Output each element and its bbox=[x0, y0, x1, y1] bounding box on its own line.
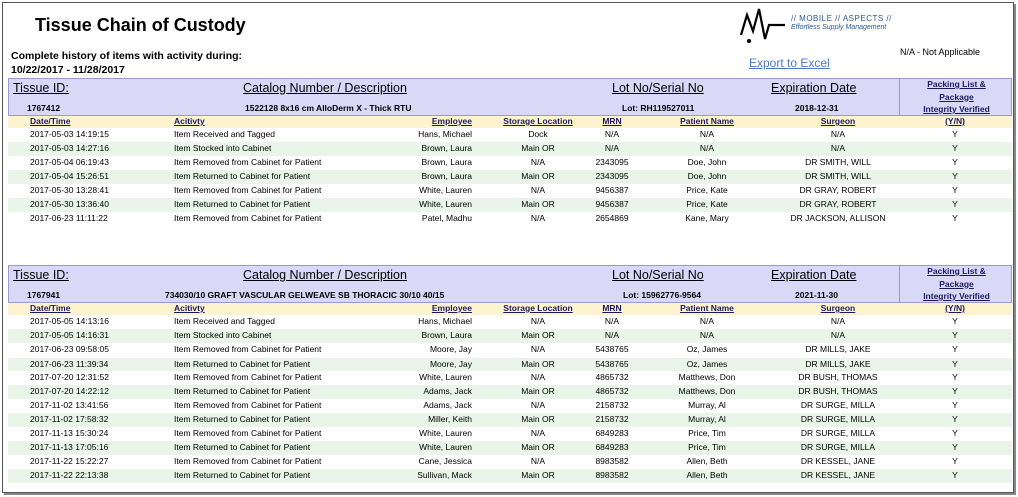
col-date: Date/Time bbox=[30, 116, 71, 126]
table-row bbox=[8, 469, 1012, 483]
col-yn: (Y/N) bbox=[945, 116, 965, 126]
cell-patient: Price, Kate bbox=[686, 199, 728, 209]
cell-employee: White, Lauren bbox=[419, 185, 472, 195]
table-row bbox=[8, 142, 1012, 156]
cell-employee: Brown, Laura bbox=[421, 143, 472, 153]
table-row bbox=[8, 198, 1012, 212]
packing-verified-header bbox=[899, 265, 1013, 303]
tissue-id-value: 1767941 bbox=[27, 290, 61, 300]
cell-mrn: 2343095 bbox=[595, 171, 629, 181]
col-employee: Employee bbox=[431, 303, 472, 313]
cell-mrn: 2654869 bbox=[595, 213, 629, 223]
cell-activity: Item Returned to Cabinet for Patient bbox=[174, 414, 311, 424]
cell-surgeon: DR SURGE, MILLA bbox=[800, 428, 876, 438]
packing-verified-header bbox=[899, 78, 1013, 116]
cell-yn: Y bbox=[952, 213, 958, 223]
cell-storage: Main OR bbox=[521, 414, 555, 424]
cell-surgeon: DR KESSEL, JANE bbox=[800, 470, 876, 480]
cell-yn: Y bbox=[952, 386, 958, 396]
cell-yn: Y bbox=[952, 185, 958, 195]
cell-storage: N/A bbox=[530, 400, 546, 410]
cell-activity: Item Removed from Cabinet for Patient bbox=[174, 344, 322, 354]
date-range: 10/22/2017 - 11/28/2017 bbox=[11, 64, 125, 76]
cell-date: 2017-05-03 14:19:15 bbox=[30, 129, 109, 139]
cell-mrn: 2158732 bbox=[595, 414, 629, 424]
cell-date: 2017-05-05 14:13:16 bbox=[30, 316, 109, 326]
catalog-label: Catalog Number / Description bbox=[243, 81, 407, 95]
cell-yn: Y bbox=[952, 157, 958, 167]
cell-yn: Y bbox=[952, 359, 958, 369]
cell-activity: Item Removed from Cabinet for Patient bbox=[174, 213, 322, 223]
cell-activity: Item Removed from Cabinet for Patient bbox=[174, 400, 322, 410]
cell-mrn: N/A bbox=[604, 330, 620, 340]
cell-patient: Oz, James bbox=[686, 359, 728, 369]
table-row bbox=[8, 156, 1012, 170]
table-row bbox=[8, 358, 1012, 371]
table-row bbox=[8, 329, 1012, 343]
packing-label-2: Package bbox=[939, 278, 974, 289]
cell-mrn: 9456387 bbox=[595, 199, 629, 209]
cell-storage: Main OR bbox=[521, 470, 555, 480]
cell-yn: Y bbox=[952, 442, 958, 452]
cell-yn: Y bbox=[952, 143, 958, 153]
cell-storage: N/A bbox=[530, 157, 546, 167]
cell-storage: Main OR bbox=[521, 143, 555, 153]
cell-employee: Moore, Jay bbox=[429, 344, 472, 354]
cell-mrn: 4865732 bbox=[595, 386, 629, 396]
tissue-id-value: 1767412 bbox=[27, 103, 61, 113]
cell-patient: Allen, Beth bbox=[686, 470, 728, 480]
cell-date: 2017-11-02 13:41:56 bbox=[30, 400, 109, 410]
expiration-label: Expiration Date bbox=[771, 268, 857, 282]
cell-activity: Item Returned to Cabinet for Patient bbox=[174, 470, 311, 480]
cell-mrn: 9456387 bbox=[595, 185, 629, 195]
cell-surgeon: N/A bbox=[830, 129, 846, 139]
expiration-label: Expiration Date bbox=[771, 81, 857, 95]
cell-storage: Main OR bbox=[521, 359, 555, 369]
tissue-id-label: Tissue ID: bbox=[13, 268, 69, 282]
cell-employee: Brown, Laura bbox=[421, 157, 472, 167]
cell-storage: N/A bbox=[530, 316, 546, 326]
cell-patient: Murray, Al bbox=[688, 400, 726, 410]
cell-date: 2017-11-22 22:13:38 bbox=[30, 470, 109, 480]
cell-yn: Y bbox=[952, 372, 958, 382]
cell-employee: Hans, Michael bbox=[418, 129, 472, 139]
packing-label-1: Packing List & bbox=[927, 266, 986, 276]
lot-value: Lot: 15962776-9564 bbox=[623, 290, 701, 300]
packing-label-1: Packing List & bbox=[927, 79, 986, 89]
cell-employee: Sullivan, Mack bbox=[417, 470, 472, 480]
cell-patient: N/A bbox=[699, 129, 715, 139]
cell-activity: Item Removed from Cabinet for Patient bbox=[174, 185, 322, 195]
cell-date: 2017-05-03 14:27:16 bbox=[30, 143, 109, 153]
tissue-id-label: Tissue ID: bbox=[13, 81, 69, 95]
cell-mrn: 8983582 bbox=[595, 470, 629, 480]
report-subtitle bbox=[11, 49, 242, 77]
table-row bbox=[8, 184, 1012, 198]
cell-yn: Y bbox=[952, 428, 958, 438]
cell-employee: Patel, Madhu bbox=[421, 213, 472, 223]
cell-patient: Doe, John bbox=[687, 171, 727, 181]
catalog-value: 734030/10 GRAFT VASCULAR GELWEAVE SB THORACIC 30/10 40/15 bbox=[165, 290, 445, 300]
table-row bbox=[8, 212, 1012, 226]
cell-mrn: 5438765 bbox=[595, 344, 629, 354]
cell-date: 2017-11-13 17:05:16 bbox=[30, 442, 109, 452]
cell-yn: Y bbox=[952, 330, 958, 340]
cell-yn: Y bbox=[952, 129, 958, 139]
cell-yn: Y bbox=[952, 456, 958, 466]
cell-storage: Main OR bbox=[521, 330, 555, 340]
col-yn: (Y/N) bbox=[945, 303, 965, 313]
cell-patient: N/A bbox=[699, 330, 715, 340]
cell-activity: Item Returned to Cabinet for Patient bbox=[174, 359, 311, 369]
cell-date: 2017-05-30 13:36:40 bbox=[30, 199, 109, 209]
na-legend: N/A - Not Applicable bbox=[900, 47, 981, 57]
cell-patient: Kane, Mary bbox=[685, 213, 729, 223]
cell-employee: Cane, Jessica bbox=[418, 456, 472, 466]
cell-storage: Main OR bbox=[521, 442, 555, 452]
cell-date: 2017-07-20 12:31:52 bbox=[30, 372, 109, 382]
col-mrn: MRN bbox=[602, 303, 622, 313]
logo-tagline: Effortless Supply Management bbox=[791, 24, 887, 31]
column-header-row bbox=[8, 303, 1012, 315]
cell-surgeon: DR GRAY, ROBERT bbox=[799, 199, 877, 209]
cell-patient: Price, Kate bbox=[686, 185, 728, 195]
col-surgeon: Surgeon bbox=[820, 116, 856, 126]
cell-activity: Item Returned to Cabinet for Patient bbox=[174, 386, 311, 396]
table-row bbox=[8, 128, 1012, 142]
table-row bbox=[8, 315, 1012, 329]
cell-surgeon: N/A bbox=[830, 143, 846, 153]
cell-activity: Item Removed from Cabinet for Patient bbox=[174, 157, 322, 167]
cell-activity: Item Removed from Cabinet for Patient bbox=[174, 456, 322, 466]
cell-patient: N/A bbox=[699, 143, 715, 153]
cell-storage: N/A bbox=[530, 428, 546, 438]
table-row bbox=[8, 385, 1012, 399]
cell-surgeon: DR SURGE, MILLA bbox=[800, 442, 876, 452]
cell-activity: Item Removed from Cabinet for Patient bbox=[174, 428, 322, 438]
cell-storage: Main OR bbox=[521, 386, 555, 396]
table-row bbox=[8, 399, 1012, 413]
cell-storage: N/A bbox=[530, 456, 546, 466]
cell-mrn: N/A bbox=[604, 143, 620, 153]
cell-storage: Dock bbox=[528, 129, 548, 139]
col-storage: Storage Location bbox=[503, 116, 573, 126]
cell-employee: Moore, Jay bbox=[429, 359, 472, 369]
cell-storage: Main OR bbox=[521, 199, 555, 209]
cell-surgeon: DR MILLS, JAKE bbox=[805, 359, 871, 369]
cell-mrn: 2343095 bbox=[595, 157, 629, 167]
cell-employee: Hans, Michael bbox=[418, 316, 472, 326]
cell-mrn: 6849283 bbox=[595, 428, 629, 438]
cell-surgeon: DR BUSH, THOMAS bbox=[798, 386, 878, 396]
mobile-aspects-logo bbox=[739, 5, 909, 47]
col-patient: Patient Name bbox=[680, 303, 734, 313]
cell-yn: Y bbox=[952, 344, 958, 354]
cell-surgeon: DR SURGE, MILLA bbox=[800, 400, 876, 410]
cell-employee: Adams, Jack bbox=[423, 386, 472, 396]
cell-yn: Y bbox=[952, 199, 958, 209]
cell-patient: Matthews, Don bbox=[678, 372, 736, 382]
cell-date: 2017-06-23 11:11:22 bbox=[30, 213, 108, 223]
cell-date: 2017-11-22 15:22:27 bbox=[30, 456, 109, 466]
logo-icon bbox=[739, 5, 789, 47]
table-row bbox=[8, 413, 1012, 427]
cell-date: 2017-06-23 11:39:34 bbox=[30, 359, 109, 369]
cell-patient: Matthews, Don bbox=[678, 386, 736, 396]
lot-label: Lot No/Serial No bbox=[612, 81, 704, 95]
cell-activity: Item Stocked into Cabinet bbox=[174, 330, 272, 340]
table-row bbox=[8, 455, 1012, 469]
col-patient: Patient Name bbox=[680, 116, 734, 126]
col-date: Date/Time bbox=[30, 303, 71, 313]
tissue-section bbox=[8, 265, 1012, 483]
col-storage: Storage Location bbox=[503, 303, 573, 313]
cell-activity: Item Returned to Cabinet for Patient bbox=[174, 442, 311, 452]
cell-yn: Y bbox=[952, 470, 958, 480]
cell-date: 2017-06-23 09:58:05 bbox=[30, 344, 109, 354]
cell-employee: White, Lauren bbox=[419, 442, 472, 452]
report-title: Tissue Chain of Custody bbox=[35, 15, 246, 35]
subtitle-line: Complete history of items with activity during: bbox=[11, 50, 243, 62]
tissue-header bbox=[8, 265, 1012, 303]
cell-patient: Doe, John bbox=[687, 157, 727, 167]
table-row bbox=[8, 441, 1012, 455]
cell-activity: Item Received and Tagged bbox=[174, 316, 275, 326]
cell-mrn: 2158732 bbox=[595, 400, 629, 410]
cell-date: 2017-11-13 15:30:24 bbox=[30, 428, 109, 438]
cell-patient: Murray, Al bbox=[688, 414, 726, 424]
catalog-value: 1522128 8x16 cm AlloDerm X - Thick RTU bbox=[245, 103, 412, 113]
tissue-section bbox=[8, 78, 1012, 226]
cell-activity: Item Returned to Cabinet for Patient bbox=[174, 171, 311, 181]
cell-surgeon: N/A bbox=[830, 330, 846, 340]
cell-date: 2017-05-05 14:16:31 bbox=[30, 330, 109, 340]
report-frame bbox=[2, 2, 1014, 493]
cell-date: 2017-05-04 15:26:51 bbox=[30, 171, 109, 181]
cell-mrn: 5438765 bbox=[595, 359, 629, 369]
cell-activity: Item Returned to Cabinet for Patient bbox=[174, 199, 311, 209]
cell-employee: White, Lauren bbox=[419, 372, 472, 382]
col-surgeon: Surgeon bbox=[820, 303, 856, 313]
export-to-excel-link[interactable]: Export to Excel bbox=[749, 56, 830, 70]
expiration-value: 2021-11-30 bbox=[795, 290, 839, 300]
cell-date: 2017-05-30 13:28:41 bbox=[30, 185, 109, 195]
logo-text: // MOBILE // ASPECTS // bbox=[791, 14, 892, 23]
cell-yn: Y bbox=[952, 400, 958, 410]
cell-storage: N/A bbox=[530, 344, 546, 354]
column-header-row bbox=[8, 116, 1012, 128]
table-row bbox=[8, 427, 1012, 441]
cell-surgeon: DR SMITH, WILL bbox=[805, 171, 871, 181]
col-activity: Acitivty bbox=[174, 303, 205, 313]
cell-patient: Price, Tim bbox=[688, 442, 726, 452]
cell-date: 2017-07-20 14:22:12 bbox=[30, 386, 109, 396]
cell-employee: White, Lauren bbox=[419, 199, 472, 209]
table-row bbox=[8, 170, 1012, 184]
cell-activity: Item Stocked into Cabinet bbox=[174, 143, 272, 153]
cell-activity: Item Removed from Cabinet for Patient bbox=[174, 372, 322, 382]
cell-patient: N/A bbox=[699, 316, 715, 326]
cell-employee: White, Lauren bbox=[419, 428, 472, 438]
cell-surgeon: DR SMITH, WILL bbox=[805, 157, 871, 167]
cell-storage: N/A bbox=[530, 185, 546, 195]
col-employee: Employee bbox=[431, 116, 472, 126]
cell-patient: Allen, Beth bbox=[686, 456, 728, 466]
cell-mrn: 8983582 bbox=[595, 456, 629, 466]
cell-employee: Brown, Laura bbox=[421, 330, 472, 340]
cell-mrn: 6849283 bbox=[595, 442, 629, 452]
cell-storage: N/A bbox=[530, 372, 546, 382]
table-row bbox=[8, 371, 1012, 385]
cell-patient: Price, Tim bbox=[688, 428, 726, 438]
table-row bbox=[8, 343, 1012, 358]
cell-mrn: 4865732 bbox=[595, 372, 629, 382]
cell-surgeon: N/A bbox=[830, 316, 846, 326]
lot-value: Lot: RH119527011 bbox=[622, 103, 695, 113]
cell-yn: Y bbox=[952, 171, 958, 181]
cell-employee: Miller, Keith bbox=[428, 414, 472, 424]
col-activity: Acitivty bbox=[174, 116, 205, 126]
cell-surgeon: DR SURGE, MILLA bbox=[800, 414, 876, 424]
tissue-header bbox=[8, 78, 1012, 116]
catalog-label: Catalog Number / Description bbox=[243, 268, 407, 282]
cell-surgeon: DR GRAY, ROBERT bbox=[799, 185, 877, 195]
packing-label-3: Integrity Verified bbox=[923, 291, 990, 301]
cell-surgeon: DR KESSEL, JANE bbox=[800, 456, 876, 466]
cell-patient: Oz, James bbox=[686, 344, 728, 354]
cell-mrn: N/A bbox=[604, 129, 620, 139]
cell-yn: Y bbox=[952, 414, 958, 424]
cell-storage: N/A bbox=[530, 213, 546, 223]
expiration-value: 2018-12-31 bbox=[795, 103, 839, 113]
cell-surgeon: DR JACKSON, ALLISON bbox=[790, 213, 886, 223]
cell-employee: Brown, Laura bbox=[421, 171, 472, 181]
cell-yn: Y bbox=[952, 316, 958, 326]
cell-surgeon: DR BUSH, THOMAS bbox=[798, 372, 878, 382]
packing-label-2: Package bbox=[939, 91, 974, 102]
cell-surgeon: DR MILLS, JAKE bbox=[805, 344, 871, 354]
cell-mrn: N/A bbox=[604, 316, 620, 326]
lot-label: Lot No/Serial No bbox=[612, 268, 704, 282]
cell-employee: Adams, Jack bbox=[423, 400, 472, 410]
cell-date: 2017-11-02 17:58:32 bbox=[30, 414, 109, 424]
cell-storage: Main OR bbox=[521, 171, 555, 181]
cell-activity: Item Received and Tagged bbox=[174, 129, 275, 139]
packing-label-3: Integrity Verified bbox=[923, 104, 990, 114]
col-mrn: MRN bbox=[602, 116, 622, 126]
cell-date: 2017-05-04 06:19:43 bbox=[30, 157, 109, 167]
